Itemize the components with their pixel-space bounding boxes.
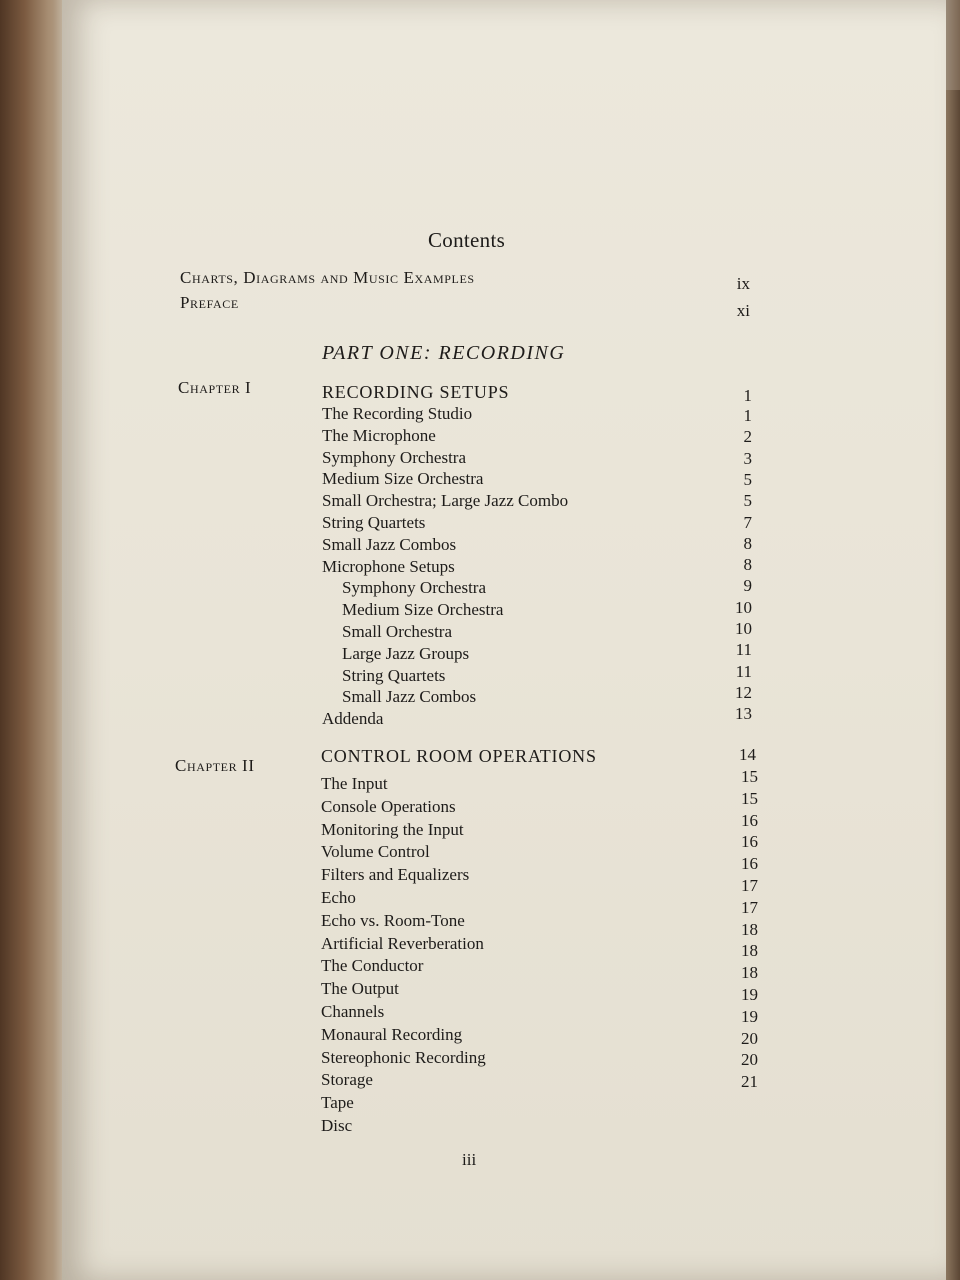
book-gutter-shadow <box>0 0 70 1280</box>
toc-entry-page: 17 <box>741 897 758 917</box>
page-stack-edge <box>946 90 960 1280</box>
toc-entry-text: Artificial Reverberation <box>321 933 484 953</box>
toc-entry-page: 11 <box>735 661 752 681</box>
toc-entry-text: Storage <box>321 1070 373 1090</box>
toc-entry-text: Monitoring the Input <box>321 819 464 839</box>
toc-entry-page: 17 <box>741 876 758 895</box>
toc-entry-text: Disc <box>321 1116 353 1135</box>
toc-entry-text: Microphone Setups <box>322 556 455 576</box>
toc-entry-text: Small Orchestra <box>342 622 452 641</box>
toc-entry-page: 2 <box>743 427 752 447</box>
toc-entry-text: The Output <box>321 979 399 999</box>
toc-entry-page: 19 <box>741 985 758 1004</box>
chapter-title: CONTROL ROOM OPERATIONS <box>321 746 597 766</box>
toc-entry-page: 5 <box>743 491 752 511</box>
toc-entry-text: The Conductor <box>321 956 424 976</box>
chapter-title-page: 1 <box>743 386 752 405</box>
toc-entry-page: 15 <box>741 788 758 808</box>
toc-entry-text: The Microphone <box>322 425 436 445</box>
toc-entry-text: Monaural Recording <box>321 1024 463 1044</box>
toc-entry-page: 1 <box>743 406 752 425</box>
toc-entry-page: 7 <box>743 512 752 532</box>
toc-entry-text: Symphony Orchestra <box>322 447 467 467</box>
front-matter-page-1: xi <box>736 301 750 320</box>
toc-entry-page: 16 <box>741 854 758 874</box>
toc-entry-page: 19 <box>741 1006 758 1026</box>
toc-entry-text: Echo vs. Room-Tone <box>321 910 465 930</box>
toc-entry-page: 16 <box>741 832 758 852</box>
toc-entry-text: Small Jazz Combos <box>342 687 477 707</box>
front-matter-label-1: Preface <box>180 293 239 312</box>
toc-entry-page: 21 <box>741 1072 758 1092</box>
toc-entry-page: 15 <box>741 767 758 786</box>
toc-entry-page: 13 <box>735 704 752 724</box>
toc-entry-page: 3 <box>743 448 752 468</box>
toc-entry-page: 18 <box>741 963 758 983</box>
front-matter-label-0: Charts, Diagrams and Music Examples <box>180 268 475 287</box>
toc-entry-page: 10 <box>735 597 752 617</box>
toc-entry-page: 20 <box>741 1028 758 1048</box>
book-page <box>62 0 946 1280</box>
toc-entry-page: 5 <box>743 469 752 489</box>
chapter-title: RECORDING SETUPS <box>322 382 510 402</box>
toc-entry-text: Stereophonic Recording <box>321 1047 486 1067</box>
toc-entry-page: 18 <box>741 919 758 939</box>
toc-entry-page: 8 <box>743 555 752 575</box>
toc-entry-text: Echo <box>321 888 356 907</box>
toc-entry-page: 10 <box>735 619 752 638</box>
toc-entry-page: 20 <box>741 1050 758 1070</box>
chapter-label: Chapter II <box>175 756 255 775</box>
toc-entry-text: Symphony Orchestra <box>342 578 487 598</box>
toc-entry-text: The Recording Studio <box>322 404 473 423</box>
toc-entry-page: 11 <box>735 640 752 660</box>
toc-entry-page: 12 <box>735 682 752 702</box>
toc-entry-text: Addenda <box>322 709 384 729</box>
toc-entry-page: 16 <box>741 810 758 830</box>
toc-entry-text: Tape <box>321 1093 354 1113</box>
toc-entry-text: String Quartets <box>322 513 426 532</box>
toc-entry-text: Filters and Equalizers <box>321 865 470 885</box>
page-folio: iii <box>462 1150 477 1169</box>
toc-entry-text: Console Operations <box>321 796 456 816</box>
toc-entry-page: 9 <box>743 576 752 596</box>
toc-entry-text: Small Orchestra; Large Jazz Combo <box>322 491 569 511</box>
toc-entry-text: Large Jazz Groups <box>342 643 470 663</box>
toc-entry-text: Medium Size Orchestra <box>342 600 504 620</box>
front-matter-page-0: ix <box>736 274 750 293</box>
chapter-title-page: 14 <box>739 745 756 764</box>
toc-entry-page: 18 <box>741 941 758 961</box>
chapter-label: Chapter I <box>178 378 252 397</box>
toc-entry-text: Medium Size Orchestra <box>322 469 484 489</box>
toc-entry-text: Channels <box>321 1002 385 1021</box>
contents-heading: Contents <box>428 228 506 252</box>
toc-entry-text: Small Jazz Combos <box>322 534 457 554</box>
toc-entry-page: 8 <box>743 533 752 553</box>
part-title: PART ONE: RECORDING <box>322 342 566 364</box>
toc-entry-text: String Quartets <box>342 665 446 685</box>
toc-entry-text: Volume Control <box>321 842 430 862</box>
toc-entry-text: The Input <box>321 774 388 793</box>
